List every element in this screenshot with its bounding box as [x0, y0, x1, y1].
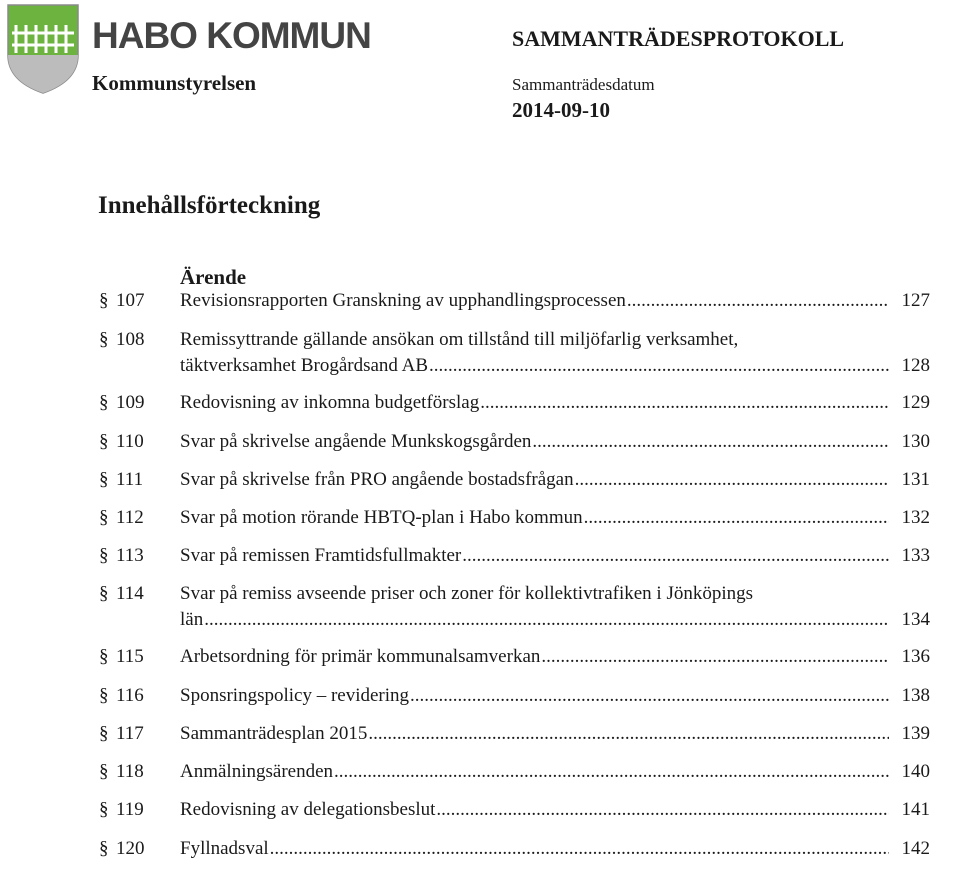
dot-leader [480, 390, 889, 416]
dot-leader [436, 797, 889, 823]
dot-leader [270, 836, 889, 862]
meeting-date: 2014-09-10 [512, 98, 610, 122]
dot-leader [429, 353, 889, 379]
dot-leader [532, 429, 889, 455]
toc-entry-page: 127 [901, 290, 930, 311]
dot-leader [541, 644, 889, 670]
dot-leader [627, 288, 889, 314]
toc-entry-title: Arbetsordning för primär kommunalsamverkan [180, 646, 541, 667]
organization-name: Kommunstyrelsen [92, 71, 257, 95]
toc-entry-title: Anmälningsärenden [180, 761, 334, 782]
paragraph-sign: § [99, 723, 109, 744]
dot-leader [368, 721, 889, 747]
toc-entry-title: Revisionsrapporten Granskning av upphandlingsprocessen [180, 290, 626, 311]
dot-leader [204, 607, 889, 633]
toc-entry-number: 107 [116, 290, 145, 311]
toc-entry-page: 128 [901, 355, 930, 376]
document-type: SAMMANTRÄDESPROTOKOLL [512, 26, 845, 51]
toc-entry-page: 139 [901, 723, 930, 744]
toc-entry-title: Sammanträdesplan 2015 [180, 723, 368, 744]
toc-entry-page: 136 [901, 646, 930, 667]
paragraph-sign: § [99, 392, 109, 413]
toc-entry-page: 142 [901, 838, 930, 859]
toc-entry-number: 118 [116, 761, 144, 782]
toc-title: Innehållsförteckning [98, 192, 321, 219]
dot-leader [584, 505, 889, 531]
paragraph-sign: § [99, 545, 109, 566]
toc-entry-number: 117 [116, 723, 144, 744]
brand-name: HABO KOMMUN [92, 15, 371, 56]
toc-entry-title: Svar på skrivelse angående Munkskogsgården [180, 431, 532, 452]
toc-entry-title: Redovisning av delegationsbeslut [180, 799, 436, 820]
paragraph-sign: § [99, 290, 109, 311]
toc-entry-number: 113 [116, 545, 144, 566]
meeting-date-label: Sammanträdesdatum [512, 75, 655, 94]
dot-leader [410, 683, 889, 709]
toc-entry-number: 112 [116, 507, 144, 528]
municipal-shield-logo [6, 3, 80, 95]
toc-entry-number: 108 [116, 329, 145, 350]
paragraph-sign: § [99, 583, 109, 604]
toc-entry-number: 114 [116, 583, 144, 604]
toc-entry-page: 131 [901, 469, 930, 490]
toc-entry-page: 129 [901, 392, 930, 413]
toc-entry-page: 133 [901, 545, 930, 566]
toc-entry-title: täktverksamhet Brogårdsand AB [180, 355, 429, 376]
toc-entry-title: Remissyttrande gällande ansökan om tillstånd till miljöfarlig verksamhet, [180, 329, 739, 350]
paragraph-sign: § [99, 329, 109, 350]
paragraph-sign: § [99, 761, 109, 782]
toc-entry-number: 109 [116, 392, 145, 413]
toc-entry-page: 140 [901, 761, 930, 782]
toc-entry-number: 116 [116, 685, 144, 706]
toc-entry-title: Svar på motion rörande HBTQ-plan i Habo kommun [180, 507, 583, 528]
toc-entry-number: 110 [116, 431, 144, 452]
toc-entry-title: Svar på skrivelse från PRO angående bostadsfrågan [180, 469, 574, 490]
dot-leader [575, 467, 889, 493]
toc-entry-page: 138 [901, 685, 930, 706]
paragraph-sign: § [99, 838, 109, 859]
toc-entry-title: Redovisning av inkomna budgetförslag [180, 392, 480, 413]
toc-entry-number: 115 [116, 646, 144, 667]
toc-entry-page: 132 [901, 507, 930, 528]
paragraph-sign: § [99, 469, 109, 490]
toc-entry-number: 111 [116, 469, 144, 490]
toc-entry-title: län [180, 609, 204, 630]
paragraph-sign: § [99, 646, 109, 667]
paragraph-sign: § [99, 799, 109, 820]
toc-entry-number: 119 [116, 799, 144, 820]
toc-entry-page: 134 [901, 609, 930, 630]
toc-entry-title: Sponsringspolicy – revidering [180, 685, 410, 706]
toc-entry-page: 130 [901, 431, 930, 452]
paragraph-sign: § [99, 431, 109, 452]
toc-entry-title: Svar på remissen Framtidsfullmakter [180, 545, 462, 566]
paragraph-sign: § [99, 507, 109, 528]
toc-column-heading: Ärende [180, 265, 247, 289]
dot-leader [334, 759, 889, 785]
paragraph-sign: § [99, 685, 109, 706]
toc-entry-page: 141 [901, 799, 930, 820]
dot-leader [462, 543, 889, 569]
toc-entry-number: 120 [116, 838, 145, 859]
toc-entry-title: Svar på remiss avseende priser och zoner för kollektivtrafiken i Jönköpings [180, 583, 754, 604]
toc-entry-title: Fyllnadsval [180, 838, 269, 859]
